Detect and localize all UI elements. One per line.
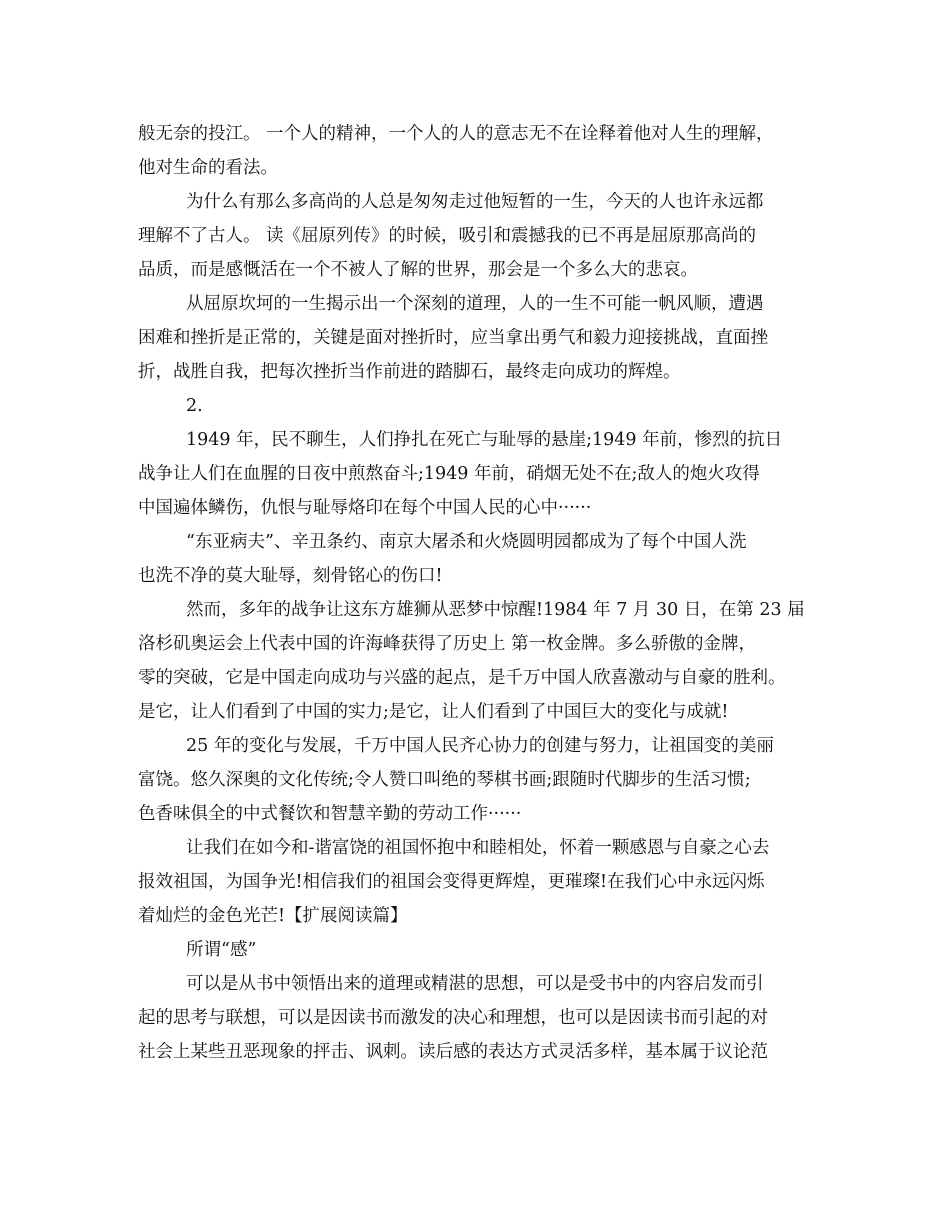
text-line: 品质，而是感慨活在一个不被人了解的世界，那会是一个多么大的悲哀。 <box>138 260 698 280</box>
text-line: 1949 年，民不聊生，人们挣扎在死亡与耻辱的悬崖;1949 年前，惨烈的抗日 <box>186 430 783 450</box>
text-line: 可以是从书中领悟出来的道理或精湛的思想，可以是受书中的内容启发而引 <box>186 974 764 994</box>
text-line: 也洗不净的莫大耻辱，刻骨铭心的伤口! <box>138 566 443 586</box>
text-line: 洛杉矶奥运会上代表中国的许海峰获得了历史上 第一枚金牌。多么骄傲的金牌， <box>138 634 757 654</box>
text-line: 社会上某些丑恶现象的抨击、讽刺。读后感的表达方式灵活多样，基本属于议论范 <box>138 1042 768 1062</box>
text-line: 25 年的变化与发展，千万中国人民齐心协力的创建与努力，让祖国变的美丽 <box>186 736 774 756</box>
text-line: 富饶。悠久深奥的文化传统;令人赞口叫绝的琴棋书画;跟随时代脚步的生活习惯; <box>138 770 751 790</box>
text-line: 零的突破，它是中国走向成功与兴盛的起点，是千万中国人欣喜激动与自豪的胜利。 <box>138 668 786 688</box>
text-line: 所谓“感” <box>186 940 257 960</box>
document-body <box>138 117 818 1069</box>
text-line: 中国遍体鳞伤，仇恨与耻辱烙印在每个中国人民的心中······ <box>138 498 592 518</box>
section-number: 2. <box>186 396 203 416</box>
text-line: 着灿烂的金色光芒!【扩展阅读篇】 <box>138 906 408 926</box>
text-line: 色香味俱全的中式餐饮和智慧辛勤的劳动工作······ <box>138 804 522 824</box>
text-line: 让我们在如今和-谐富饶的祖国怀抱中和睦相处，怀着一颗感恩与自豪之心去 <box>186 838 770 858</box>
text-line: 是它，让人们看到了中国的实力;是它，让人们看到了中国巨大的变化与成就! <box>138 702 729 722</box>
text-line: 然而，多年的战争让这东方雄狮从恶梦中惊醒!1984 年 7 月 30 日，在第 23 届 <box>186 600 805 620</box>
text-line: 般无奈的投江。 一个人的精神，一个人的人的意志无不在诠释着他对人生的理解， <box>138 124 774 144</box>
text-line: 理解不了古人。 读《屈原列传》的时候，吸引和震撼我的已不再是屈原那高尚的 <box>138 226 757 246</box>
text-line: 战争让人们在血腥的日夜中煎熬奋斗;1949 年前，硝烟无处不在;敌人的炮火攻得 <box>138 464 760 484</box>
text-line: 困难和挫折是正常的，关键是面对挫折时，应当拿出勇气和毅力迎接挑战，直面挫 <box>138 328 768 348</box>
text-line: 他对生命的看法。 <box>138 158 278 178</box>
text-line: 报效祖国，为国争光!相信我们的祖国会变得更辉煌，更璀璨!在我们心中永远闪烁 <box>138 872 765 892</box>
text-line: “东亚病夫”、辛丑条约、南京大屠杀和火烧圆明园都成为了每个中国人洗 <box>186 532 747 552</box>
text-line: 折，战胜自我，把每次挫折当作前进的踏脚石，最终走向成功的辉煌。 <box>138 362 681 382</box>
text-line: 为什么有那么多高尚的人总是匆匆走过他短暂的一生，今天的人也许永远都 <box>186 192 764 212</box>
text-line: 起的思考与联想，可以是因读书而激发的决心和理想，也可以是因读书而引起的对 <box>138 1008 768 1028</box>
text-line: 从屈原坎坷的一生揭示出一个深刻的道理，人的一生不可能一帆风顺，遭遇 <box>186 294 764 314</box>
